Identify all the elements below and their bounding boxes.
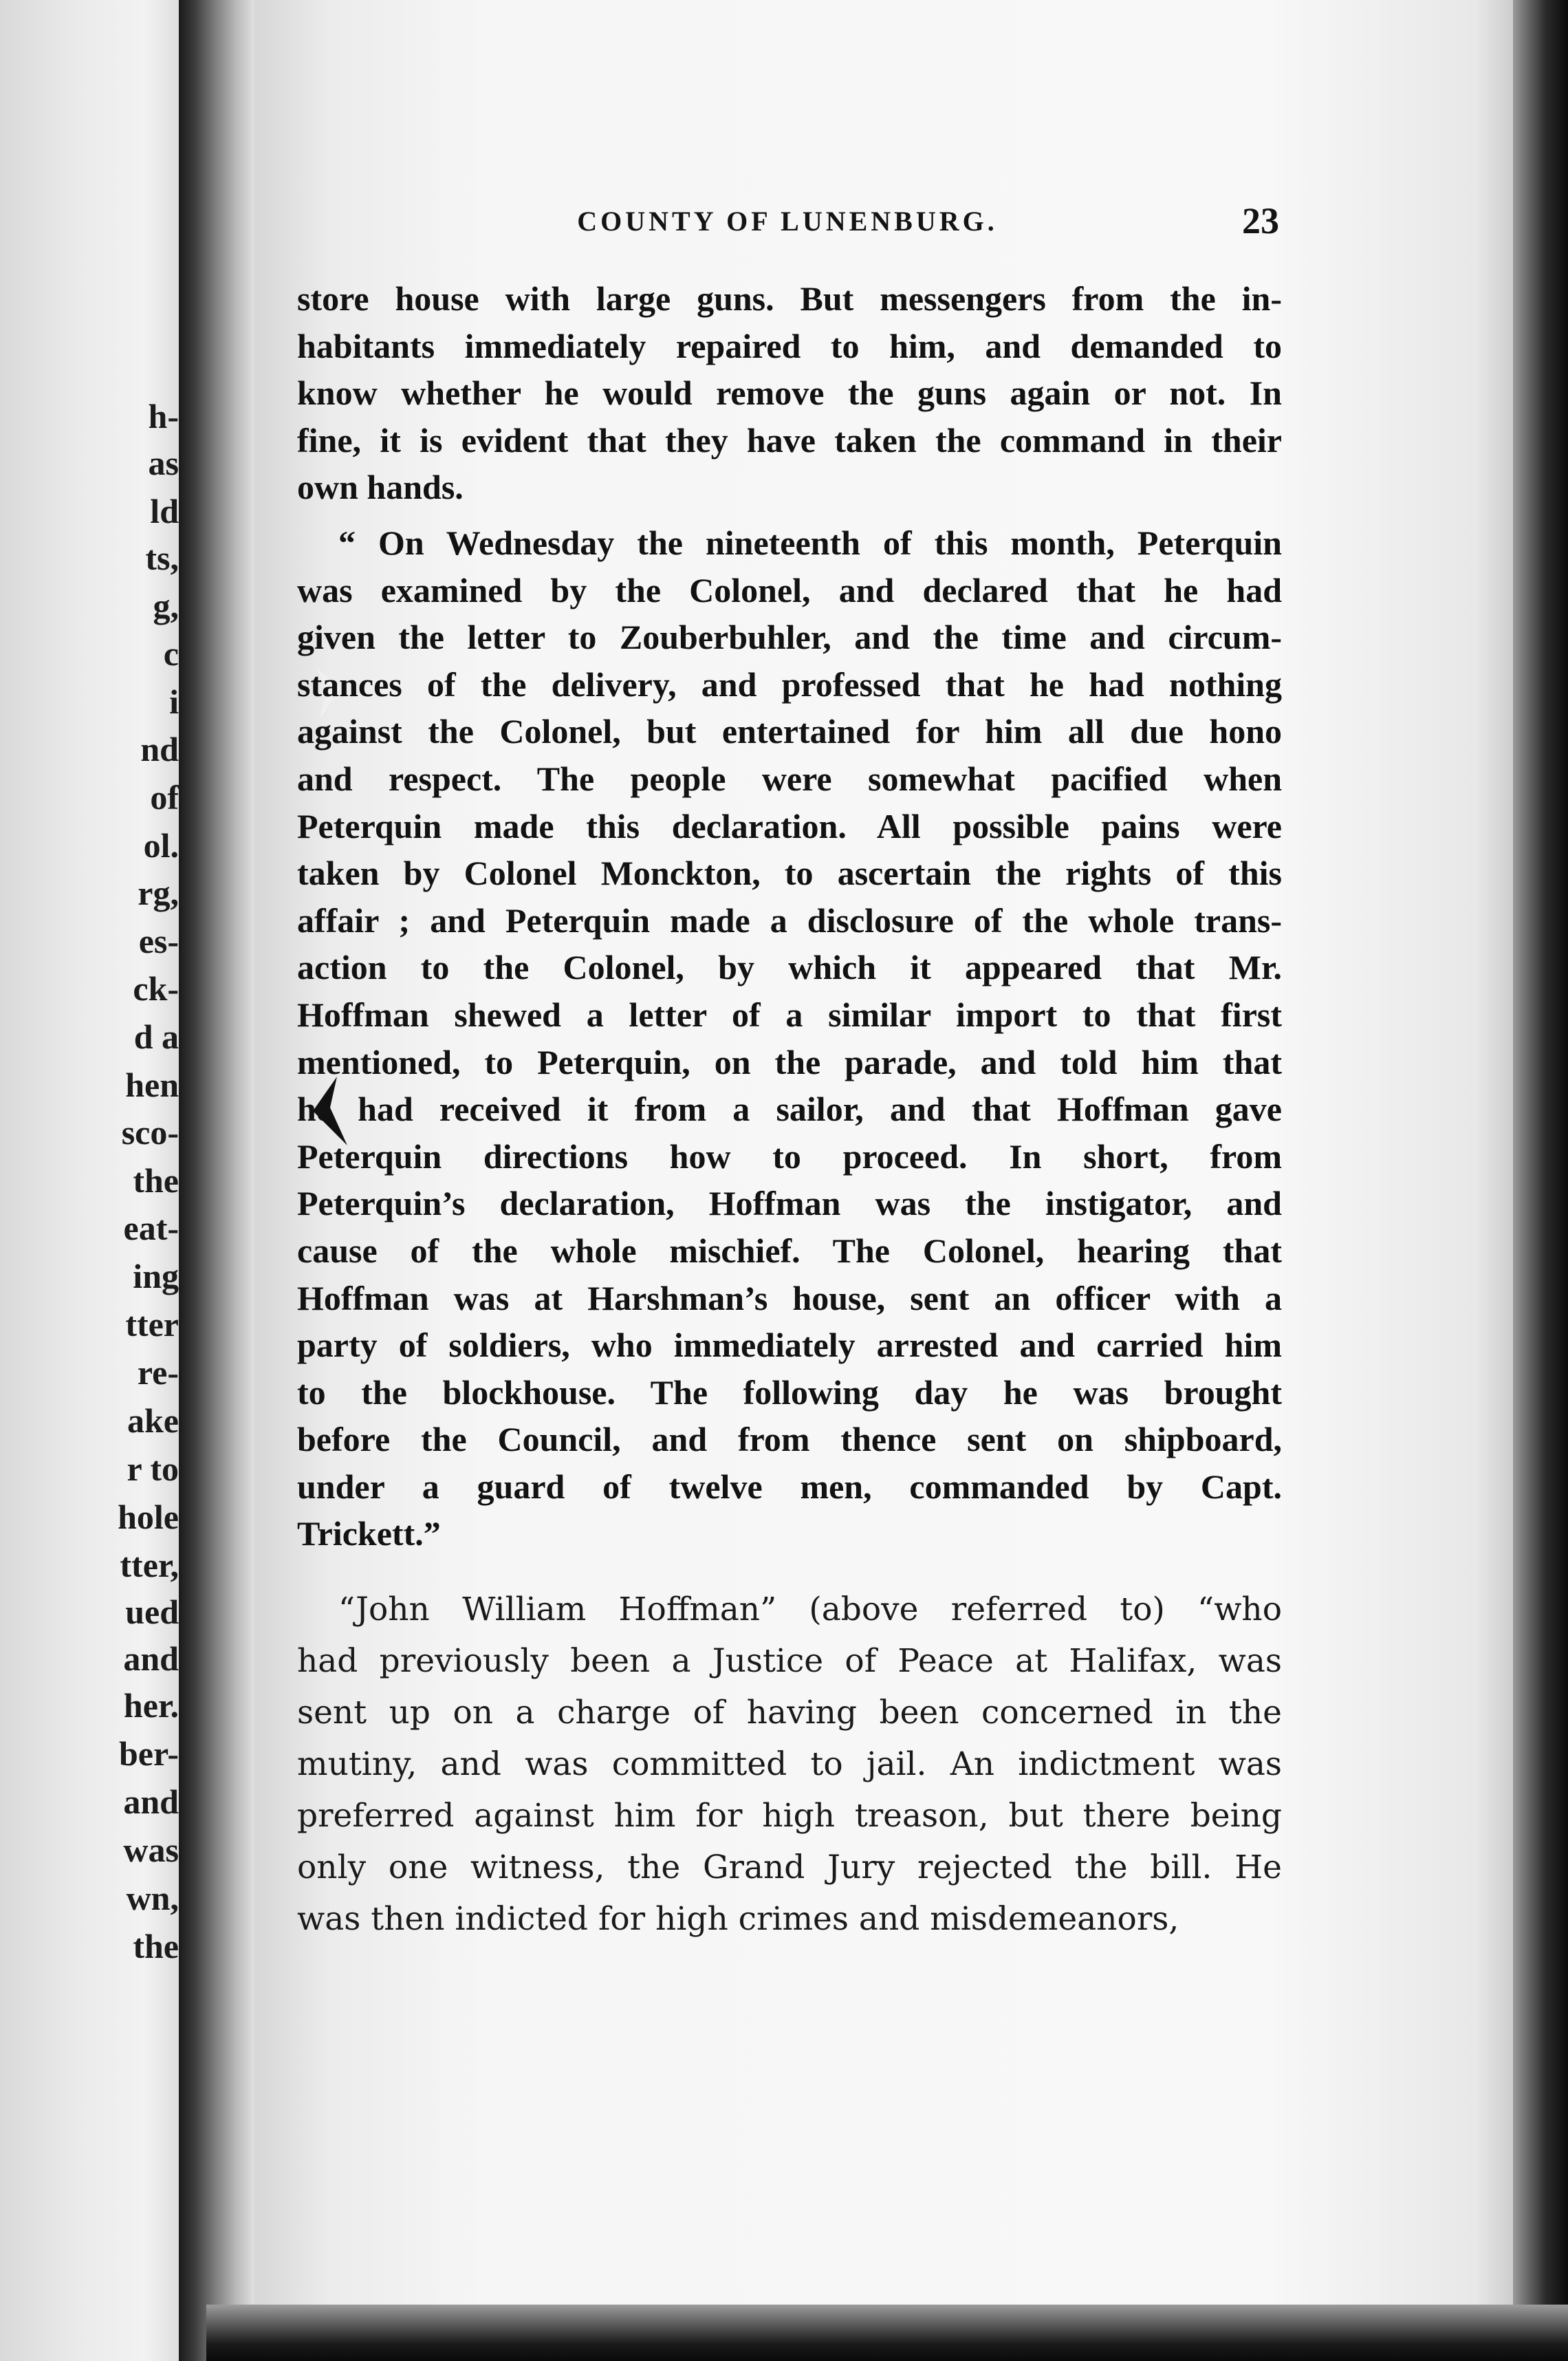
- text-line: preferred against him for high treason, but there being: [297, 1797, 1282, 1835]
- running-title: COUNTY OF LUNENBURG.: [577, 206, 998, 237]
- text-line: was then indicted for high crimes and misdemeanors,: [297, 1900, 1179, 1938]
- page-bottom-shadow: [206, 2305, 1568, 2361]
- running-header: [296, 200, 1279, 248]
- facing-page-fragment: es-: [138, 922, 179, 960]
- text-line: Peterquin’s declaration, Hoffman was the instigator, and: [297, 1184, 1282, 1223]
- text-line: was examined by the Colonel, and declared that he had: [297, 570, 1282, 610]
- page-edge-shadow: [1513, 0, 1568, 2361]
- facing-page-fragment: nd: [140, 730, 179, 768]
- text-line: “ On Wednesday the nineteenth of this month, Peterquin: [338, 524, 1282, 562]
- facing-page-fragment: as: [148, 444, 179, 482]
- facing-page-fragment: hen: [125, 1066, 179, 1104]
- facing-page-fragment: of: [150, 778, 179, 817]
- page-number: 23: [1242, 200, 1279, 241]
- facing-page-fragment: i: [169, 682, 179, 721]
- facing-page-fragment: ued: [125, 1593, 179, 1631]
- text-line: sent up on a charge of having been concerned in the: [297, 1694, 1282, 1732]
- facing-page-fragment: and: [123, 1639, 179, 1678]
- text-line: store house with large guns. But messengers from the in-: [297, 279, 1282, 318]
- facing-page-fragment: g,: [153, 587, 179, 625]
- facing-page-fragment: re-: [137, 1353, 179, 1392]
- facing-page-fragment: rg,: [138, 874, 179, 912]
- text-line: under a guard of twelve men, commanded by Capt.: [297, 1467, 1282, 1506]
- facing-page-fragment: sco-: [121, 1113, 179, 1152]
- text-line: Trickett.”: [297, 1514, 441, 1553]
- facing-page-fragment: ol.: [143, 826, 179, 865]
- facing-page-fragment: the: [133, 1161, 179, 1200]
- text-line: before the Council, and from thence sent on shipboard,: [297, 1420, 1282, 1459]
- text-line: fine, it is evident that they have taken the command in their: [297, 420, 1282, 460]
- text-line: habitants immediately repaired to him, and demanded to: [297, 326, 1282, 365]
- text-line: mentioned, to Peterquin, on the parade, and told him that: [297, 1042, 1282, 1081]
- text-line: Peterquin directions how to proceed. In short, from: [297, 1136, 1282, 1176]
- text-line: only one witness, the Grand Jury rejected the bill. He: [297, 1848, 1282, 1886]
- text-line: own hands.: [297, 468, 464, 507]
- text-line: had previously been a Justice of Peace at Halifax, was: [297, 1642, 1282, 1680]
- paragraph: [297, 519, 1282, 1557]
- facing-page-fragment: tter,: [120, 1546, 179, 1584]
- text-line: Hoffman was at Harshman’s house, sent an officer with a: [297, 1278, 1282, 1317]
- facing-page-fragment: r to: [127, 1449, 179, 1488]
- text-line: given the letter to Zouberbuhler, and the time and circum-: [297, 618, 1282, 657]
- text-line: know whether he would remove the guns again or not. In: [297, 374, 1282, 413]
- text-line: he had received it from a sailor, and that Hoffman gave: [297, 1090, 1282, 1129]
- text-line: Peterquin made this declaration. All possible pains were: [297, 806, 1282, 845]
- text-line: cause of the whole mischief. The Colonel, hearing that: [297, 1231, 1282, 1270]
- facing-page-line-ends: [0, 0, 179, 2361]
- text-line: stances of the delivery, and professed that he had nothing: [297, 665, 1282, 704]
- text-line: Hoffman shewed a letter of a similar import to that first: [297, 995, 1282, 1034]
- facing-page-fragment: ing: [133, 1257, 179, 1295]
- facing-page-fragment: ake: [127, 1401, 179, 1440]
- paragraph: [297, 275, 1282, 511]
- gutter-shadow: [179, 0, 254, 2361]
- facing-page-fragment: ck-: [133, 969, 179, 1008]
- text-line: to the blockhouse. The following day he was brought: [297, 1372, 1282, 1412]
- facing-page-fragment: c: [163, 634, 179, 673]
- facing-page-fragment: tter: [125, 1305, 179, 1344]
- facing-page-fragment: d a: [133, 1017, 179, 1056]
- facing-page-fragment: hole: [118, 1498, 179, 1536]
- text-line: party of soldiers, who immediately arrested and carried him: [297, 1326, 1282, 1365]
- text-line: taken by Colonel Monckton, to ascertain the rights of this: [297, 854, 1282, 893]
- paragraph: [297, 1584, 1282, 1945]
- text-line: mutiny, and was committed to jail. An indictment was: [297, 1745, 1282, 1783]
- text-line: “John William Hoffman” (above referred to) “who: [338, 1591, 1282, 1628]
- text-line: action to the Colonel, by which it appeared that Mr.: [297, 948, 1282, 987]
- facing-page-fragment: h-: [148, 397, 179, 435]
- facing-page-fragment: and: [123, 1782, 179, 1821]
- text-line: against the Colonel, but entertained for him all due hono: [297, 712, 1282, 751]
- facing-page-fragment: ber-: [119, 1734, 179, 1773]
- text-line: and respect. The people were somewhat pacified when: [297, 759, 1282, 798]
- facing-page-fragment: wn,: [126, 1879, 179, 1917]
- facing-page-fragment: was: [123, 1831, 179, 1869]
- facing-page-fragment: eat-: [123, 1209, 179, 1247]
- facing-page-fragment: the: [133, 1927, 179, 1965]
- facing-page-fragment: her.: [123, 1686, 179, 1725]
- text-line: affair ; and Peterquin made a disclosure of the whole trans-: [297, 901, 1282, 940]
- facing-page: [0, 0, 206, 2361]
- facing-page-fragment: ts,: [145, 539, 179, 577]
- facing-page-fragment: ld: [150, 492, 179, 530]
